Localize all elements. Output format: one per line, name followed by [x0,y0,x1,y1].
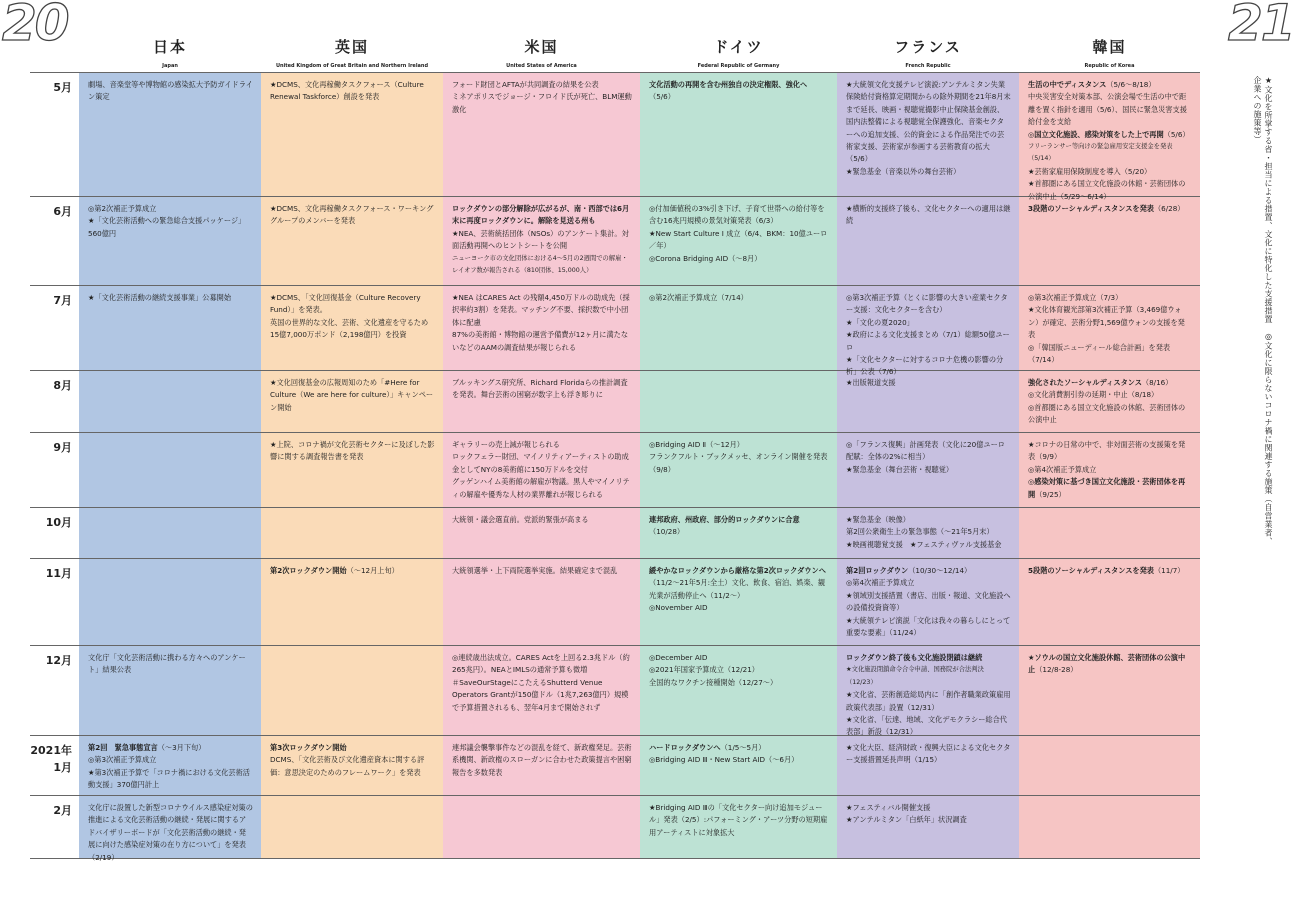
cell-korea [1028,565,1192,643]
month-text: 1月 [53,761,72,774]
event-entry: 第3次ロックダウン開始 [270,743,347,752]
row-divider [30,72,1200,73]
month-text: 6月 [53,205,72,218]
country-name-en: Republic of Korea [1084,63,1135,69]
event-entry: ★DCMS、「文化回復基金（Culture Recovery Fund）」を発表。 [270,293,421,315]
cell-us [452,203,632,283]
cell-uk [270,514,435,556]
event-entry: （10/28） [649,527,685,537]
event-entry: ◎「フランス復興」計画発表（文化に20億ユーロ配賦：全体の2%に相当） [846,440,1005,462]
event-entry: ◎感染対策に基づき国立文化施設・芸術団体を再開（9/25） [1028,477,1186,499]
row-divider [30,285,1200,286]
event-entry: ★「文化芸術活動への緊急総合支援パッケージ」560億円 [88,216,246,238]
cell-us [452,742,632,793]
row-divider [30,558,1200,559]
country-name-en: Federal Republic of Germany [697,63,780,69]
cell-uk [270,203,435,283]
event-entry: ★Bridging AID Ⅲの「文化セクター向け追加モジュール」発表（2/5）:パフォーミング・アーツ分野の短期雇用アーティストに対象拡大 [649,803,828,837]
country-name: 韓国 [1092,38,1127,56]
month-label [28,565,72,582]
cell-us [452,292,632,368]
cell-germany [649,514,829,556]
event-entry: 英国の世界的な文化、芸術、文化遺産を守るため15億7,000万ポンド（2,198億円）を投資 [270,317,429,340]
event-entry: ★政府による文化支援まとめ（7/1）総額50億ユーロ [846,330,1010,352]
cell-france [846,439,1011,505]
event-entry: ★文化省、芸術創造総局内に「創作者職業政策雇用政策代表部」設置（12/31） [846,690,1011,712]
event-entry: ★首都圏にある国立文化施設の休館・芸術団体の公演中止（5/29～6/14） [1028,179,1186,201]
event-entry: 第2回公衆衛生上の緊急事態（～21年5月末） [846,527,994,537]
cell-japan [88,292,253,368]
event-entry: ★芸術家雇用保険制度を導入（5/20） [1028,166,1152,176]
event-entry: ◎第3次補正予算成立（7/3） [1028,293,1123,302]
event-entry: ◎「韓国版ニューディール総合計画」を発表（7/14） [1028,342,1171,365]
cell-korea [1028,292,1192,368]
cell-korea [1028,652,1192,733]
event-entry: ★NEA、芸術統括団体（NSOs）のアンケート集計。対面活動再開へのヒントシートを公開 [452,228,629,251]
event-entry: ロックダウンの部分解除が広がるが、南・西部では6月末に再度ロックダウンに。解除を見送る州も [452,204,630,226]
event-entry: ◎Corona Bridging AID（～8月） [649,253,762,263]
cell-japan [88,439,253,505]
event-entry: ★緊急基金（映像） [846,515,910,524]
month-text: 2月 [53,804,72,817]
event-entry: 強化されたソーシャルディスタンス（8/16） [1028,378,1173,387]
month-text: 11月 [45,567,72,580]
header-korea [1019,36,1200,69]
event-entry: 文化庁「文化芸術活動に携わる方々へのアンケート」結果公表 [88,653,246,675]
event-entry: ★上院、コロナ禍が文化芸術セクターに及ぼした影響に関する調査報告書を発表 [270,440,435,462]
event-entry: 大統領・議会選直前。党派的緊張が高まる [452,515,589,524]
cell-germany [649,439,829,505]
event-entry: ギャラリーの売上減が報じられる [452,440,560,449]
header-us [443,36,640,69]
event-entry: ★文化省、「伝達、地域、文化デモクラシー総合代表部」新設（12/31） [846,715,1007,737]
cell-us [452,565,632,643]
event-entry: ★第3次補正予算で「コロナ禍における文化芸術活動支援」370億円計上 [88,767,250,790]
event-entry: ◎第2次補正予算成立 [88,204,157,213]
row-divider [30,795,1200,796]
event-entry: ★文化体育観光部第3次補正予算（3,469億ウォン）が確定、芸術分野1,569億ウォンの支援を発表 [1028,305,1185,340]
event-entry: 第2回ロックダウン（10/30～12/14） [846,566,972,575]
event-entry: ◎首都圏にある国立文化施設の休館、芸術団体の公演中止 [1028,402,1186,425]
country-name-en: United States of America [506,63,577,69]
event-entry: ★大統領文化支援テレビ演説:アンテルミタン失業保険給付資格算定期間からの除外期間を21年8月末まで延長、映画・視聴覚撮影中止保険基金創設、国内法整備による視聴覚全保護強化、音楽セクターへの追加支援、公的資金による作品発注での芸術家支援、芸術家が参画する芸術教育の拡大（5/6） [846,80,1011,164]
event-entry: ★コロナの日常の中で、非対面芸術の支援策を発表（9/9） [1028,440,1186,462]
event-entry: ★大統領テレビ演説「文化は我々の暮らしにとって重要な要素」（11/24） [846,615,1011,638]
event-entry: 緩やかなロックダウンから厳格な第2次ロックダウンへ（11/2～21年5月:全土）文化、飲食、宿泊、娯楽、観光業が活動停止へ（11/2～） [649,566,826,600]
event-entry: ニューヨーク市の文化団体における4～5月の2週間での解雇・レイオフ数が報告される（810団体、15,000人） [452,254,628,275]
event-entry: ★DCMS、文化再稼働タスクフォース（Culture Renewal Taskforce）創設を発表 [270,80,424,102]
header-uk [261,36,443,69]
event-entry: 全国的なワクチン接種開始（12/27～） [649,677,778,687]
event-entry: ★ソウルの国立文化施設休館、芸術団体の公演中止（12/8-28） [1028,653,1186,675]
month-label [28,203,72,220]
header-germany [640,36,837,69]
country-name: 米国 [524,38,559,56]
row-divider [30,735,1200,736]
event-entry: ◎第3次補正予算（とくに影響の大きい産業セクター支援：文化セクターを含む） [846,293,1008,315]
cell-korea [1028,203,1192,283]
cell-france [846,742,1011,793]
month-label [28,652,72,669]
cell-us [452,439,632,505]
legend-note: ★文化を所掌する省・担当による措置、文化に特化した支援措置 ◎文化に限らないコロナ禍に関連する施策（自営業者、企業への施策等） [1253,76,1273,546]
event-entry: ★「文化芸術活動の継続支援事業」公募開始 [88,293,232,302]
event-entry: DCMS、「文化芸術及び文化遺産資本に関する評価：意思決定のためのフレームワーク」を発表 [270,755,425,777]
cell-korea [1028,802,1192,856]
cell-japan [88,514,253,556]
cell-uk [270,79,435,194]
cell-uk [270,802,435,856]
event-entry: ブルッキングス研究所、Richard Floridaらの推計調査を発表。舞台芸術の困窮が数字上も浮き彫りに [452,378,628,400]
cell-korea [1028,514,1192,556]
cell-korea [1028,79,1192,201]
event-entry: ★出版報道支援 [846,378,896,387]
row-divider [30,432,1200,433]
country-name-en: Japan [162,63,178,69]
event-entry: 3段階のソーシャルディスタンスを発表（6/28） [1028,204,1185,213]
month-text: 10月 [45,516,72,529]
country-name: 英国 [334,38,369,56]
event-entry: ★緊急基金（音楽以外の舞台芸術） [846,166,961,176]
cell-france [846,565,1011,643]
event-entry: ★DCMS、文化再稼働タスクフォース・ワーキンググループのメンバーを発表 [270,204,434,226]
cell-uk [270,292,435,368]
event-entry: ◎第2次補正予算成立（7/14） [649,293,748,302]
month-text: 8月 [53,379,72,392]
event-entry: ★「文化セクターに対するコロナ危機の影響の分析」公表（7/6） [846,355,1004,377]
event-entry: フォード財団とAFTAが共同調査の結果を公表 [452,80,599,89]
cell-france [846,203,1011,283]
event-entry: ★アンテルミタン「白紙年」状況調査 [846,815,967,825]
cell-korea [1028,439,1192,505]
event-entry: 生活の中でディスタンス（5/6～8/18） [1028,80,1156,89]
cell-france [846,377,1011,430]
month-label [28,292,72,309]
cell-germany [649,565,829,643]
event-entry: 文化庁に設置した新型コロナウイルス感染症対策の推進による文化芸術活動の継続・発展に関するアドバイザリーボードが「文化芸術活動の継続・発展に向けた感染症対策の在り方について」を発表（2/19） [88,803,253,862]
event-entry: ◎December AID [649,653,708,662]
cell-us [452,377,632,430]
month-label [28,377,72,394]
cell-us [452,652,632,733]
event-entry: ◎2021年国家予算成立（12/21） [649,665,759,675]
event-entry: ミネアポリスでジョージ・フロイド氏が死亡、BLM運動激化 [452,92,632,114]
cell-germany [649,292,829,368]
cell-uk [270,565,435,643]
cell-france [846,652,1011,737]
country-name: 日本 [152,38,187,56]
cell-us [452,79,632,194]
event-entry: ◎連続歳出法成立。CARES Actを上回る2.3兆ドル（約265兆円）。NEAとIMLSの通常予算も微増 [452,653,630,675]
cell-france [846,292,1011,377]
month-text: 2021年 [30,744,72,757]
event-entry: 第2次ロックダウン開始（～12月上旬） [270,566,399,575]
month-text: 7月 [53,294,72,307]
event-entry: ◎Bridging AID Ⅲ・New Start AID（～6月） [649,755,799,765]
month-text: 12月 [45,654,72,667]
cell-germany [649,377,829,430]
month-label [28,742,72,776]
event-entry: 5段階のソーシャルディスタンスを発表（11/7） [1028,566,1185,575]
month-label [28,802,72,819]
event-entry: ★文化回復基金の広報周知のため「#Here for Culture（We are here for culture）」キャンペーン開始 [270,378,434,412]
event-entry: ★映画視聴覚支援 ★フェスティヴァル支援基金 [846,539,1002,549]
event-entry: ◎文化消費割引券の延期・中止（8/18） [1028,390,1159,400]
event-entry: 連邦政府、州政府、部分的ロックダウンに合意 [649,515,800,524]
left-page-number: 20 [2,0,68,52]
event-entry: フランクフルト・ブックメッセ、オンライン開催を発表（9/8） [649,452,828,474]
event-entry: 87%の美術館・博物館の運営予備費が12ヶ月に満たないなどのAAMの調査結果が報じられる [452,330,629,352]
event-entry: ＃SaveOurStageにこたえるShutterd Venue Operators Grantが150億ドル（1兆7,263億円）規模で予算措置されるも、翌年4月まで開始されず [452,677,629,712]
event-entry: ★文化施設閉鎖命令合令申請、国務院が合法判決（12/23） [846,666,984,686]
cell-uk [270,377,435,430]
cell-korea [1028,377,1192,430]
event-entry: ◎付加価値税の3%引き下げ、子育て世帯への給付等を含む16兆円規模の景気対策発表（6/3） [649,204,825,226]
cell-france [846,802,1011,856]
event-entry: 連邦議会襲撃事件などの混乱を経て、新政権発足。芸術系機関、新政権のスローガンに合わせた政策提言や困窮報告を多数発表 [452,743,632,777]
event-entry: ハードロックダウンへ（1/5～5月） [649,743,766,752]
cell-japan [88,802,253,862]
month-text: 5月 [53,81,72,94]
event-entry: ◎第3次補正予算成立 [88,755,157,765]
cell-germany [649,802,829,856]
event-entry: ロックフェラー財団、マイノリティアーティストの助成金としてNYの8美術館に150万ドルを交付 [452,452,629,474]
cell-japan [88,377,253,430]
month-label [28,514,72,531]
event-entry: ◎第4次補正予算成立 [846,578,915,588]
cell-uk [270,652,435,733]
cell-germany [649,742,829,793]
event-entry: ★New Start Culture Ⅰ 成立（6/4、BKM：10億ユーロ／年） [649,228,828,251]
cell-japan [88,565,253,643]
cell-japan [88,652,253,733]
cell-uk [270,439,435,505]
row-divider [30,370,1200,371]
event-entry: 中央災害安全対策本部、公演会場で生活の中で距離を置く指針を適用（5/6）、国民に緊急災害支援給付金を支給 [1028,92,1187,127]
cell-japan [88,203,253,283]
month-label [28,79,72,96]
event-entry: ★NEA はCARES Act の残額4,450万ドルの助成先（採択率約3割）を発表。マッチング不要、採択数で中小団体に配慮 [452,293,630,327]
cell-france [846,514,1011,556]
event-entry: フリーランサー等向けの緊急雇用安定支援金を発表（5/14） [1028,143,1173,163]
row-divider [30,507,1200,508]
right-page-number: 21 [1228,0,1294,52]
event-entry: ロックダウン終了後も文化施設閉鎖は継続 [846,653,983,662]
cell-germany [649,203,829,283]
event-entry: ★横断的支援終了後も、文化セクターへの適用は継続 [846,204,1011,226]
cell-japan [88,79,253,194]
row-divider [30,196,1200,197]
event-entry: 大統領選挙・上下両院選挙実施。結果確定まで混乱 [452,566,618,575]
header-japan [79,36,261,69]
cell-korea [1028,742,1192,793]
month-label [28,439,72,456]
month-text: 9月 [53,441,72,454]
event-entry: ★緊急基金（舞台芸術・視聴覚） [846,464,954,474]
country-name: フランス [894,38,962,56]
event-entry: グッゲンハイム美術館の解雇が物議。黒人やマイノリティの解雇や優秀な人材の業界離れが報じられる [452,477,630,499]
event-entry: ◎国立文化施設、感染対策をした上で再開（5/6） [1028,129,1190,139]
event-entry: ◎Bridging AID Ⅱ（～12月） [649,440,744,449]
cell-germany [649,79,829,194]
event-entry: ★「文化の夏2020」 [846,317,914,327]
country-name-en: French Republic [905,63,951,69]
event-entry: ★文化大臣、経済財政・復興大臣による文化セクター支援措置延長声明（1/15） [846,743,1011,765]
cell-japan [88,742,253,793]
row-divider [30,645,1200,646]
cell-us [452,802,632,856]
cell-france [846,79,1011,194]
event-entry: ★領域別支援措置（書店、出版・報道、文化施設への設備投資資等） [846,590,1011,613]
event-entry: ◎November AID [649,603,708,613]
country-name-en: United Kingdom of Great Britain and Northern Ireland [275,63,429,69]
event-entry: 第2回 緊急事態宣言（～3月下旬） [88,743,206,752]
header-france [837,36,1019,69]
country-name: ドイツ [713,38,764,56]
event-entry: 劇場、音楽堂等や博物館の感染拡大予防ガイドライン策定 [88,80,253,102]
event-entry: ◎第4次補正予算成立 [1028,464,1097,474]
cell-us [452,514,632,556]
cell-uk [270,742,435,793]
cell-germany [649,652,829,733]
event-entry: 文化活動の再開を含む州独自の決定権限、強化へ（5/6） [649,80,808,102]
event-entry: ★フェスティバル開催支援 [846,803,931,812]
